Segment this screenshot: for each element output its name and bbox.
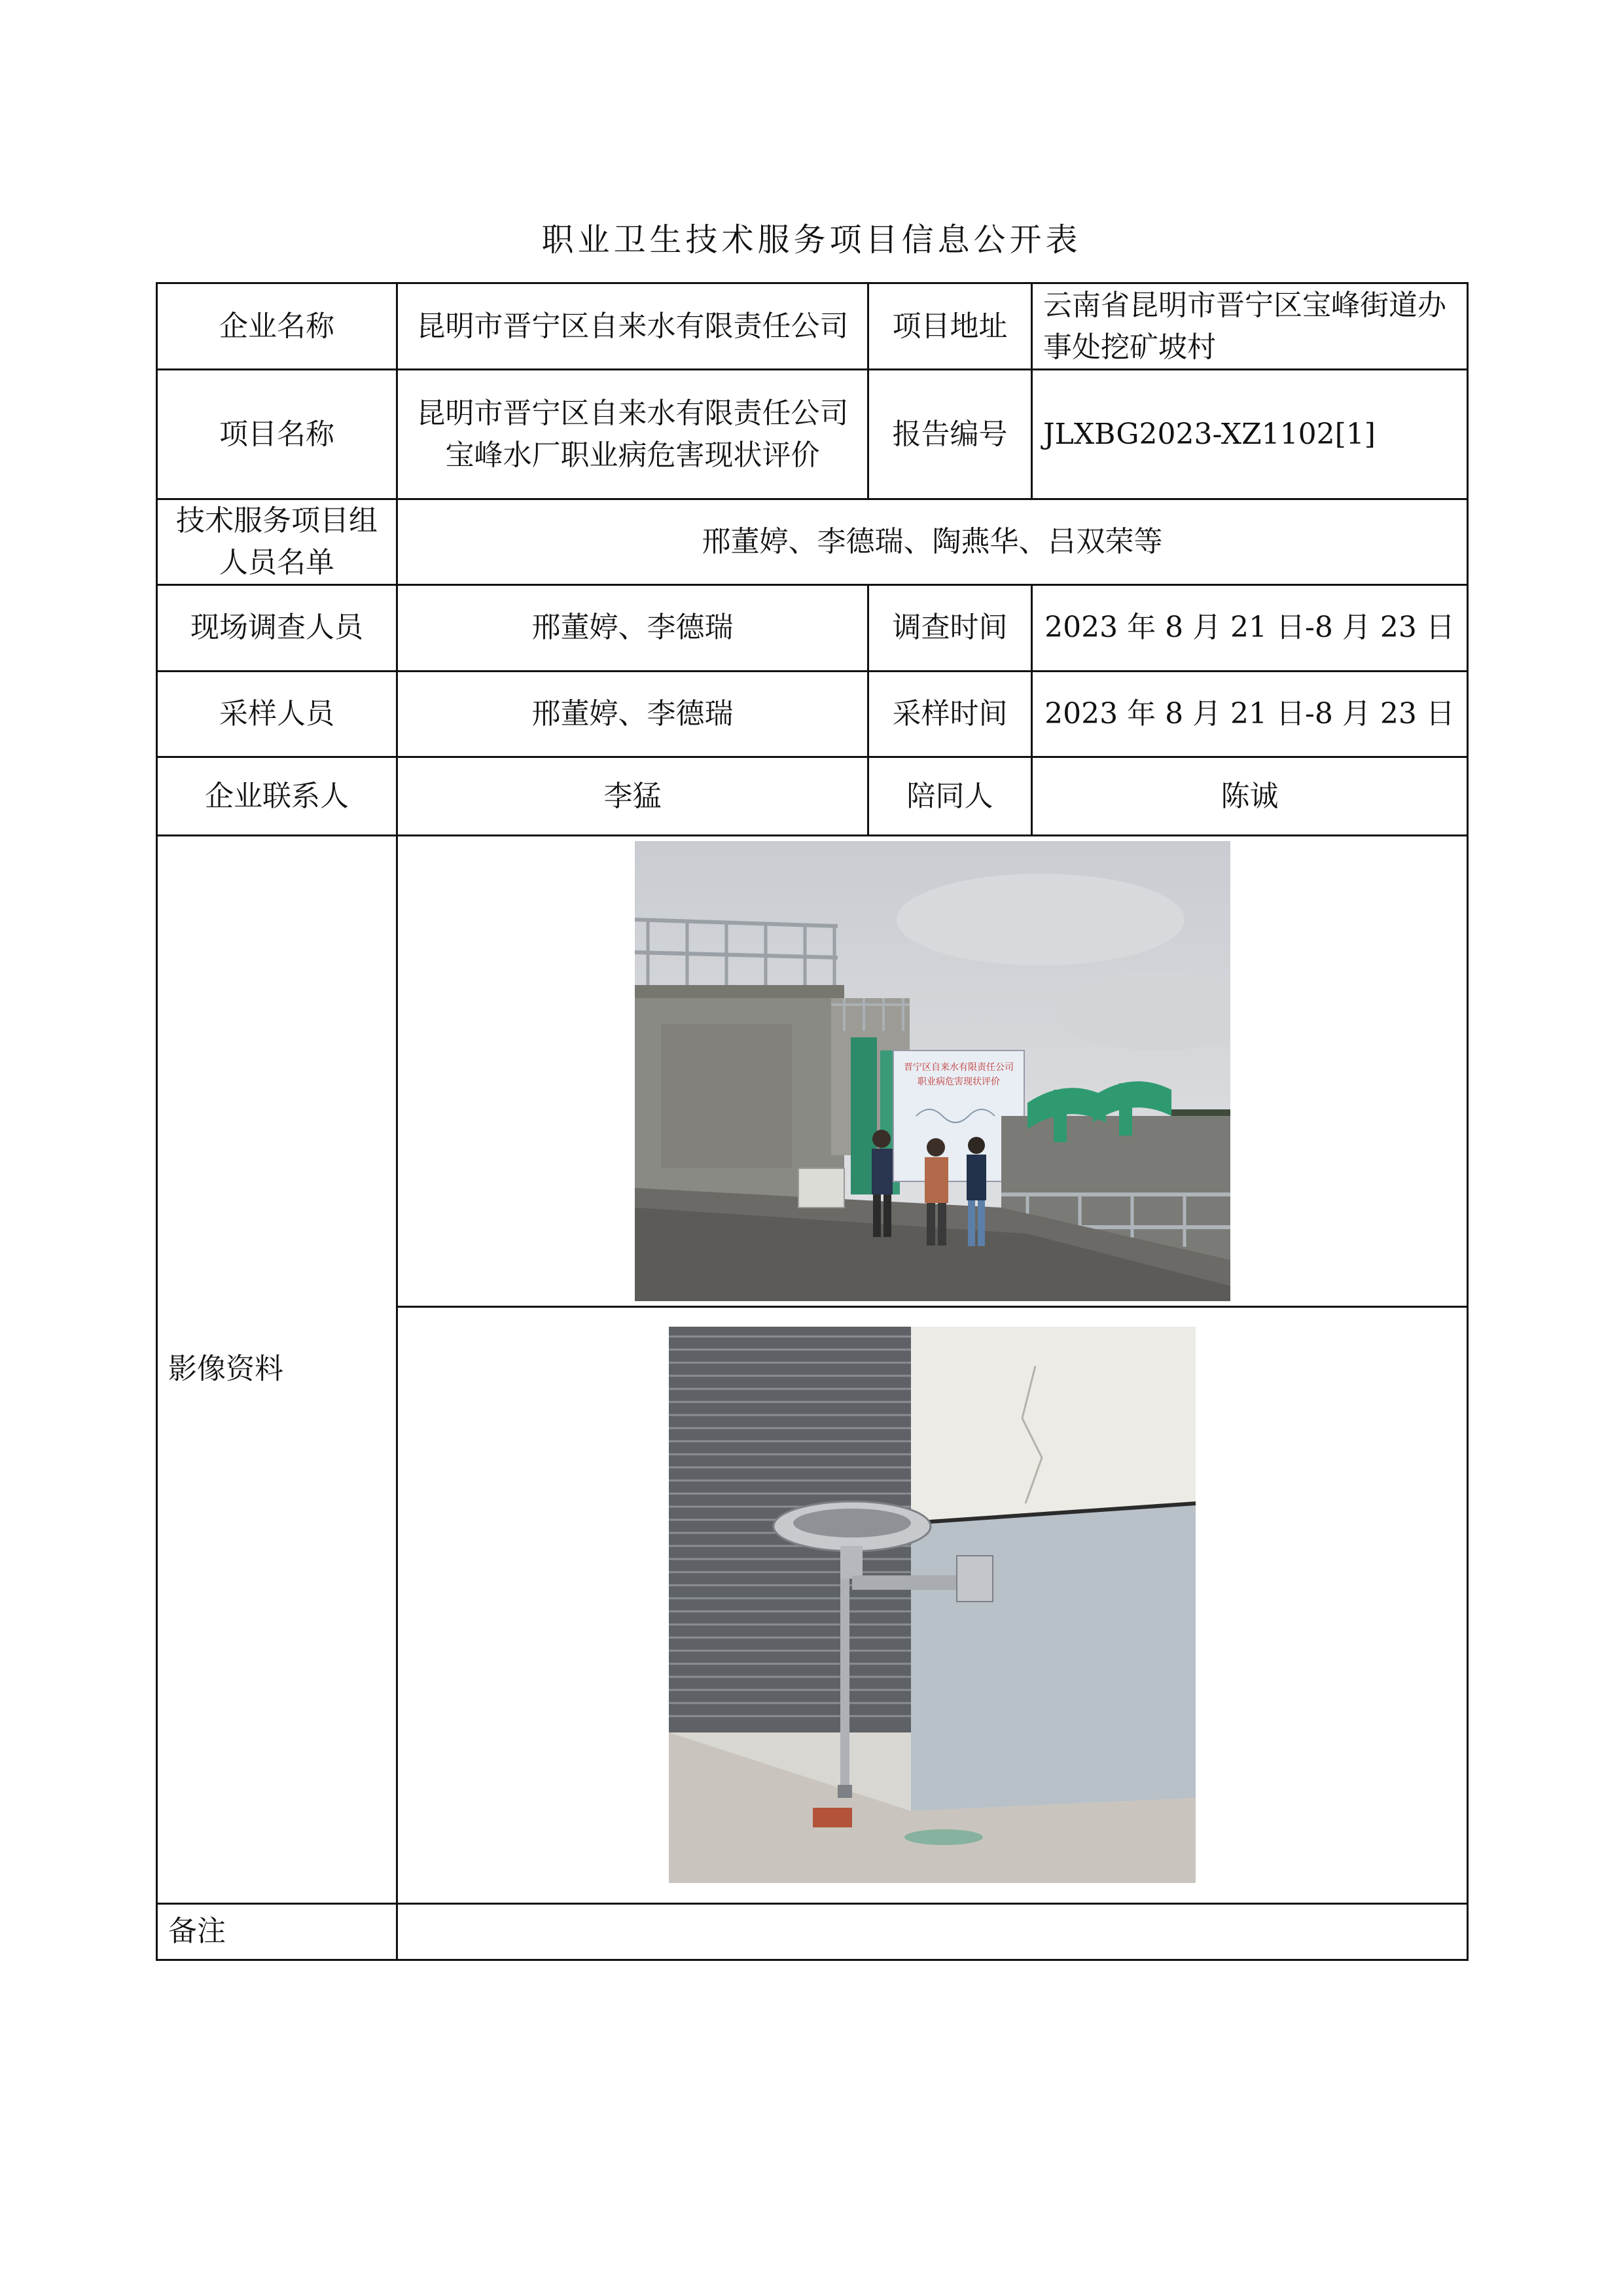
contact-value: 李猛 — [397, 757, 868, 835]
escort-label: 陪同人 — [868, 757, 1032, 835]
banner-text-2: 职业病危害现状评价 — [917, 1077, 1000, 1088]
survey-time-value: 2023 年 8 月 21 日-8 月 23 日 — [1032, 585, 1468, 671]
photo-cell-2 — [397, 1307, 1468, 1903]
row-images-1 — [157, 836, 1468, 1307]
escort-value: 陈诚 — [1032, 757, 1468, 835]
row-project — [157, 370, 1468, 499]
info-table — [156, 282, 1469, 1961]
contact-label: 企业联系人 — [157, 757, 397, 835]
sampling-time-value: 2023 年 8 月 21 日-8 月 23 日 — [1032, 671, 1468, 757]
images-label: 影像资料 — [157, 836, 397, 1903]
address-label: 项目地址 — [868, 283, 1032, 370]
remarks-value — [397, 1903, 1468, 1960]
survey-time-label: 调查时间 — [868, 585, 1032, 671]
banner-text-1: 晋宁区自来水有限责任公司 — [903, 1062, 1014, 1073]
site-photo — [635, 841, 1230, 1301]
team-label: 技术服务项目组人员名单 — [157, 499, 397, 584]
project-value: 昆明市晋宁区自来水有限责任公司宝峰水厂职业病危害现状评价 — [397, 370, 868, 499]
survey-staff-value: 邢董婷、李德瑞 — [397, 585, 868, 671]
address-value: 云南省昆明市晋宁区宝峰街道办事处挖矿坡村 — [1032, 283, 1468, 370]
sampling-staff-label: 采样人员 — [157, 671, 397, 757]
row-sampling — [157, 671, 1468, 757]
row-company — [157, 283, 1468, 370]
company-label: 企业名称 — [157, 283, 397, 370]
page-title: 职业卫生技术服务项目信息公开表 — [541, 221, 1082, 259]
eyewash-photo — [669, 1327, 1196, 1883]
sampling-staff-value: 邢董婷、李德瑞 — [397, 671, 868, 757]
report-value: JLXBG2023-XZ1102[1] — [1032, 370, 1468, 499]
report-label: 报告编号 — [868, 370, 1032, 499]
team-value: 邢董婷、李德瑞、陶燕华、吕双荣等 — [397, 499, 1468, 584]
project-label: 项目名称 — [157, 370, 397, 499]
row-contact — [157, 757, 1468, 835]
row-team — [157, 499, 1468, 584]
photo-cell-1 — [397, 836, 1468, 1307]
row-remarks — [157, 1903, 1468, 1960]
row-survey — [157, 585, 1468, 671]
remarks-label: 备注 — [157, 1903, 397, 1960]
sampling-time-label: 采样时间 — [868, 671, 1032, 757]
company-value: 昆明市晋宁区自来水有限责任公司 — [397, 283, 868, 370]
survey-staff-label: 现场调查人员 — [157, 585, 397, 671]
